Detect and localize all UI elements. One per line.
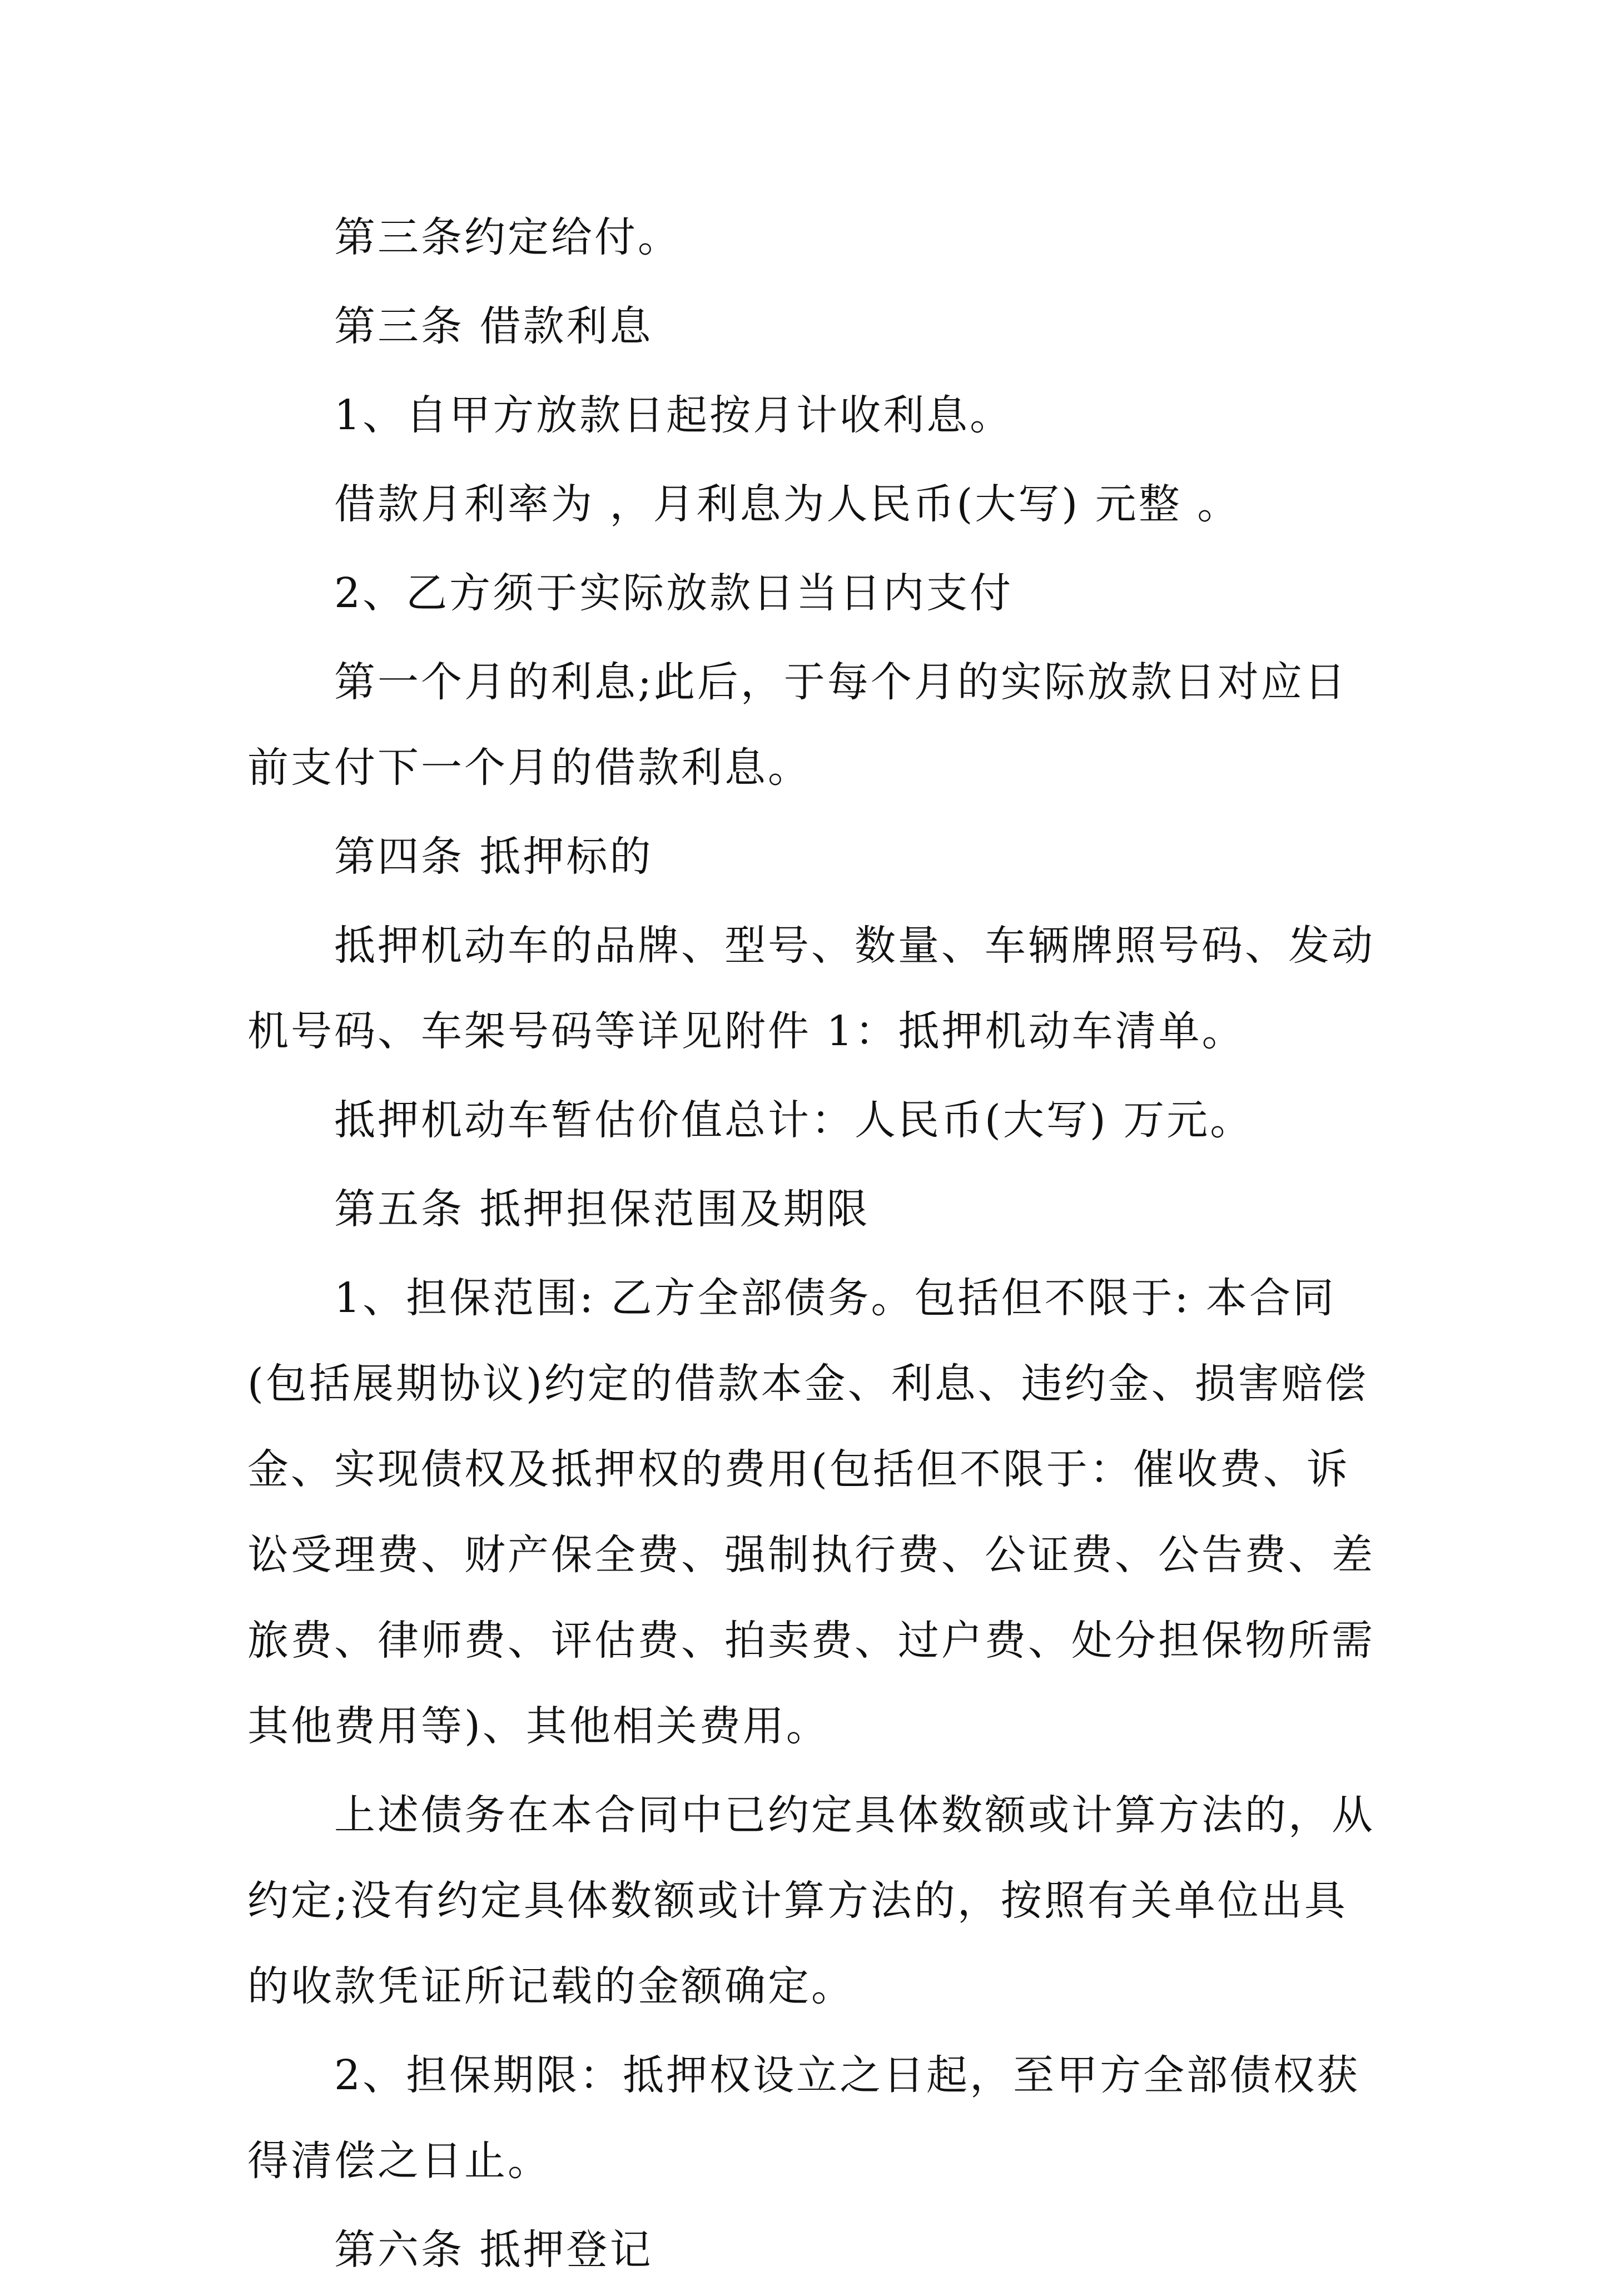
paragraph-vehicle-valuation: 抵押机动车暂估价值总计：人民币(大写) 万元。 — [334, 1096, 1254, 1144]
paragraph-guarantee-term: 2、担保期限：抵押权设立之日起，至甲方全部债权获得清偿之日止。 — [247, 2051, 1360, 2185]
heading-article3-interest: 第三条 借款利息 — [334, 302, 653, 350]
paragraph-interest-item1: 1、自甲方放款日起按月计收利息。 — [334, 391, 1014, 439]
paragraph-article3-payment: 第三条约定给付。 — [334, 213, 681, 261]
heading-article4-collateral: 第四条 抵押标的 — [334, 833, 653, 881]
paragraph-monthly-rate: 借款月利率为 ，月利息为人民币(大写) 元整 。 — [334, 480, 1241, 528]
heading-article6-registration: 第六条 抵押登记 — [334, 2226, 653, 2274]
heading-article5-scope-term: 第五条 抵押担保范围及期限 — [334, 1185, 870, 1233]
document-body — [247, 195, 1376, 2296]
paragraph-interest-item2: 2、乙方须于实际放款日当日内支付 — [334, 569, 1014, 617]
paragraph-guarantee-scope: 1、担保范围: 乙方全部债务。包括但不限于: 本合同(包括展期协议)约定的借款本金、利息、违约金、损害赔偿金、实现债权及抵押权的费用(包括但不限于：催收费、诉讼受理费、财产保全费、强制执行费、公证费、公告费、差旅费、律师费、评估费、拍卖费、过户费、处分担保物所需其他费用等)、其他相关费用。 — [247, 1274, 1375, 1750]
paragraph-vehicle-details: 抵押机动车的品牌、型号、数量、车辆牌照号码、发动机号码、车架号码等详见附件 1：抵押机动车清单。 — [247, 922, 1375, 1055]
paragraph-debt-amount: 上述债务在本合同中已约定具体数额或计算方法的，从约定;没有约定具体数额或计算方法的，按照有关单位出具的收款凭证所记载的金额确定。 — [247, 1791, 1375, 2010]
paragraph-first-month-interest: 第一个月的利息;此后，于每个月的实际放款日对应日前支付下一个月的借款利息。 — [247, 658, 1348, 792]
